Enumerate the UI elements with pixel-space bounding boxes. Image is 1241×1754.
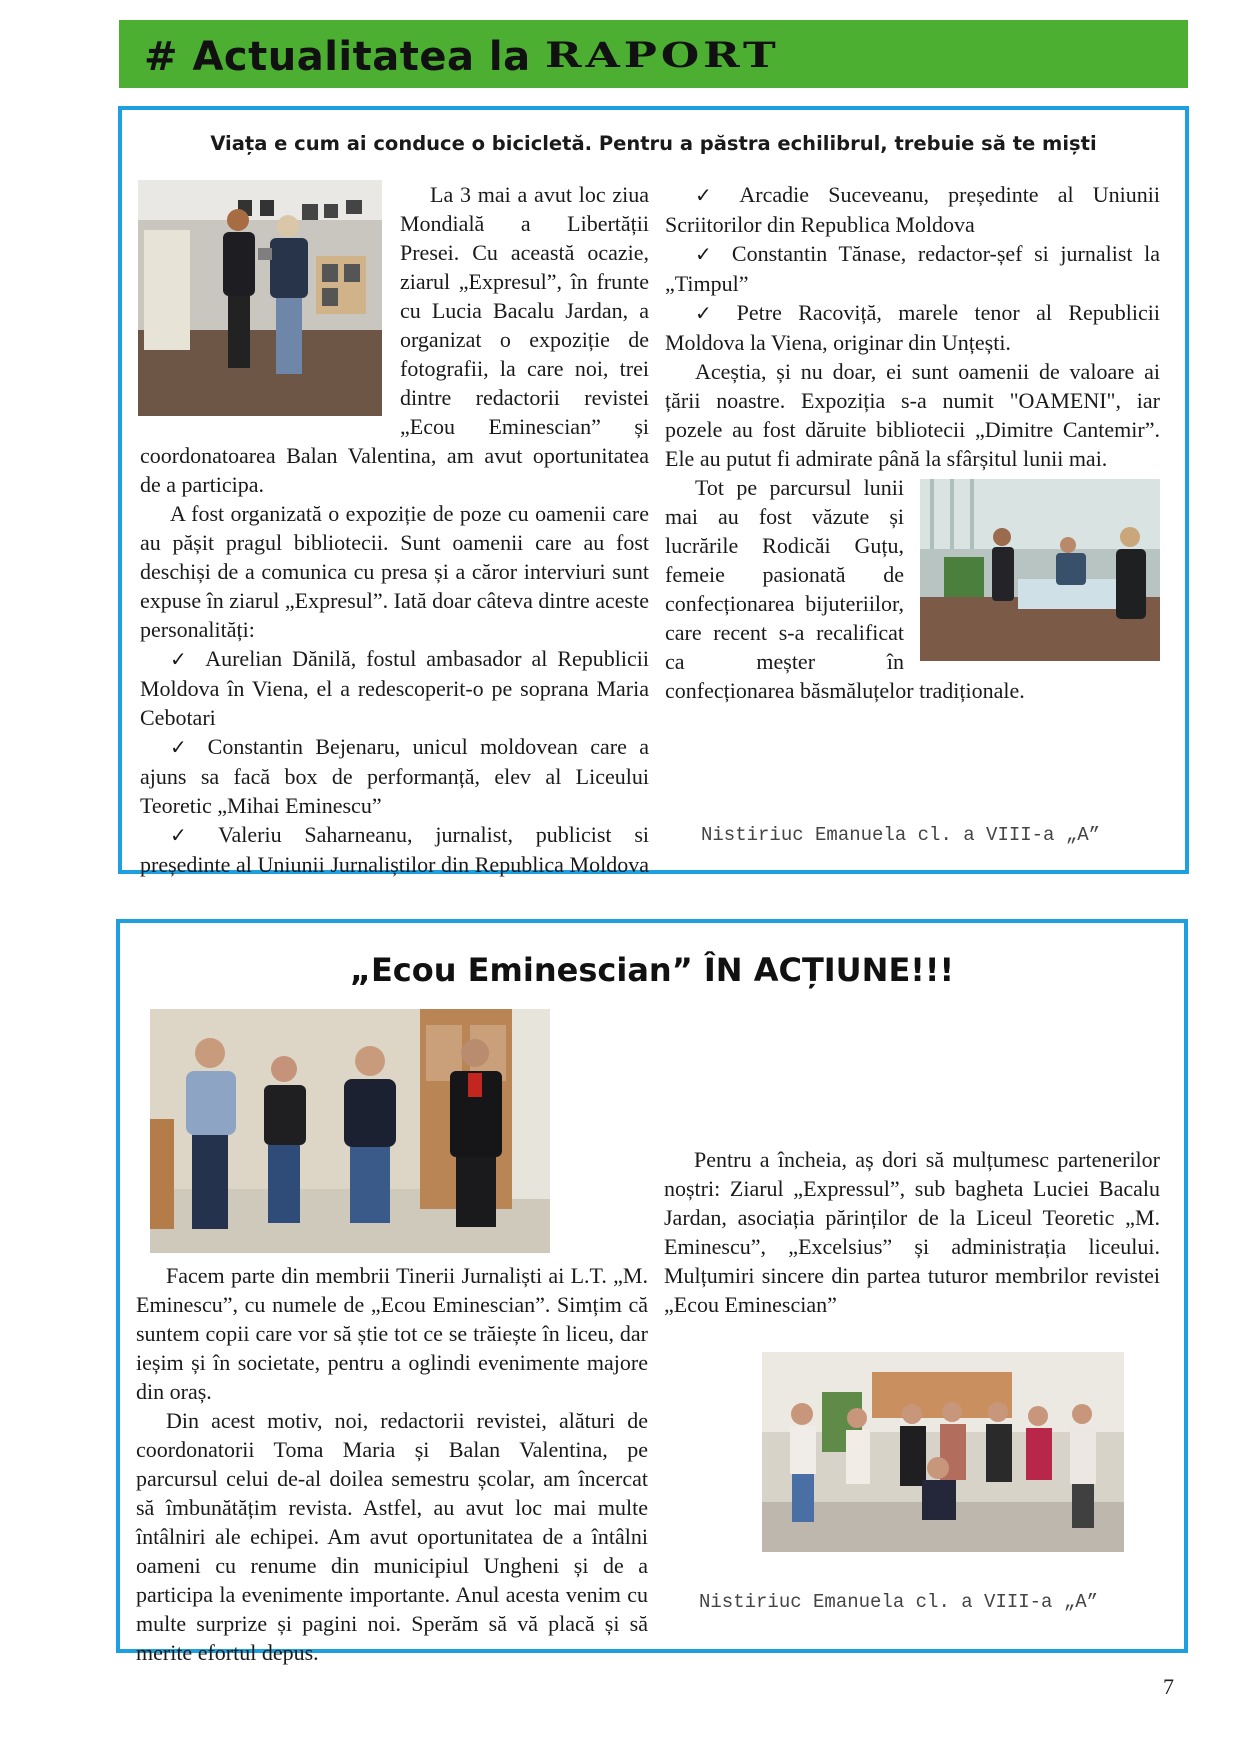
list-item <box>665 180 1160 239</box>
header-prefix: # Actualitatea la <box>144 34 531 80</box>
article-subtitle: Viața e cum ai conduce o bicicletă. Pentru a păstra echilibrul, trebuie să te miști <box>210 132 1097 155</box>
paragraph: A fost organizată o expoziție de poze cu oamenii care au pășit pragul bibliotecii. Sunt oamenii care au fost deschiși de a comunica cu presa și a căror interviuri sunt expuse în ziarul „Expresul”. Iată doar câteva dintre aceste personalități: <box>140 501 649 642</box>
list-item <box>140 820 649 879</box>
article1-right-column <box>665 180 1160 705</box>
list-item-text: Valeriu Saharneanu, jurnalist, publicist si președinte al Uniunii Jurnaliștilor din Republica Moldova <box>140 822 650 877</box>
checkmark-icon: ✓ <box>695 183 726 207</box>
checkmark-icon: ✓ <box>695 301 723 325</box>
list-item <box>665 239 1160 298</box>
list-item-text: Constantin Bejenaru, unicul moldovean care a ajuns sa facă box de performanță, elev al Liceului Teoretic „Mihai Eminescu” <box>140 734 649 818</box>
author-signature: Nistiriuc Emanuela cl. a VIII-a „A” <box>699 1591 1099 1613</box>
page-number: 7 <box>1163 1674 1174 1699</box>
checkmark-icon: ✓ <box>170 735 194 759</box>
photo-group <box>762 1352 1124 1552</box>
paragraph: Pentru a încheia, aș dori să mulțumesc partenerilor noștri: Ziarul „Expressul”, sub bagheta Luciei Bacalu Jardan, asociația părinților de la Liceul Teoretic „M. Eminescu”, „Excelsius” și administrația liceului. Mulțumiri sincere din partea tuturor membrilor revistei „Ecou Eminescian” <box>664 1147 1160 1317</box>
article1-left-column <box>140 180 649 879</box>
header-brand: RAPORT <box>545 35 780 76</box>
article2-left-column <box>136 1261 648 1667</box>
article2-right-paragraph <box>664 1145 1160 1319</box>
photo-exhibition <box>138 180 382 416</box>
list-item-text: Aurelian Dănilă, fostul ambasador al Republicii Moldova în Viena, el a redescoperit-o pe soprana Maria Cebotari <box>140 646 650 730</box>
article-title: „Ecou Eminescian” ÎN ACȚIUNE!!! <box>349 951 955 989</box>
list-item-text: Arcadie Suceveanu, președinte al Uniunii Scriitorilor din Republica Moldova <box>665 182 1160 237</box>
paragraph: Facem parte din membrii Tinerii Jurnaliști ai L.T. „M. Eminescu”, cu numele de „Ecou Eminescian”. Simțim că suntem copii care vor să știe tot ce se trăiește în liceu, dar ieșim și în societate, pentru a oglindi evenimente majore din oraș. <box>136 1263 648 1404</box>
photo-editorial-team <box>150 1009 550 1253</box>
checkmark-icon: ✓ <box>170 647 192 671</box>
section-header <box>144 30 780 81</box>
photo-craft-workshop <box>920 479 1160 661</box>
paragraph: Din acest motiv, noi, redactorii revistei, alături de coordonatorii Toma Maria și Balan Valentina, pe parcursul celui de-al doilea semestru școlar, am încercat să îmbunătățim revista. Astfel, au avut loc mai multe întâlniri ale echipei. Am avut oportunitatea de a întâlni oameni cu renume din municipiul Ungheni și de a participa la evenimente importante. Anul acesta venim cu multe surprize și pagini noi. Sperăm să vă placă și să merite efortul depus. <box>136 1408 648 1665</box>
list-item <box>665 298 1160 357</box>
author-signature: Nistiriuc Emanuela cl. a VIII-a „A” <box>701 824 1101 846</box>
paragraph: Tot pe parcursul lunii mai au fost văzute și lucrările Rodicăi Guțu, femeie pasionată de confecționarea bijuteriilor, care recent s-a recalificat ca meșter în confecționarea băsmăluțelor tradiționale. <box>665 475 1025 703</box>
checkmark-icon: ✓ <box>695 242 718 266</box>
list-item-text: Petre Racoviță, marele tenor al Republicii Moldova la Viena, originar din Unțești. <box>665 300 1160 355</box>
list-item <box>140 644 649 732</box>
paragraph: Aceștia, și nu doar, ei sunt oamenii de valoare ai țării noastre. Expoziția s-a numit "OAMENI", iar pozele au fost dăruite bibliotecii „Dimitre Cantemir”. Ele au putut fi admirate până la sfârșitul lunii mai. <box>665 359 1160 471</box>
article-ecou-eminescian <box>116 919 1188 1665</box>
list-item-text: Constantin Tănase, redactor-șef si jurnalist la „Timpul” <box>665 241 1160 296</box>
paragraph: La 3 mai a avut loc ziua Mondială a Libertății Presei. Cu această ocazie, ziarul „Expresul”, în frunte cu Lucia Bacalu Jardan, a organizat o expoziție de fotografii, la care noi, trei dintre redactorii revistei „Ecou Eminescian” și coordonatoarea Balan Valentina, am avut oportunitatea de a participa. <box>140 182 649 497</box>
article-freedom-press <box>118 106 1189 877</box>
checkmark-icon: ✓ <box>170 823 205 847</box>
list-item <box>140 732 649 820</box>
